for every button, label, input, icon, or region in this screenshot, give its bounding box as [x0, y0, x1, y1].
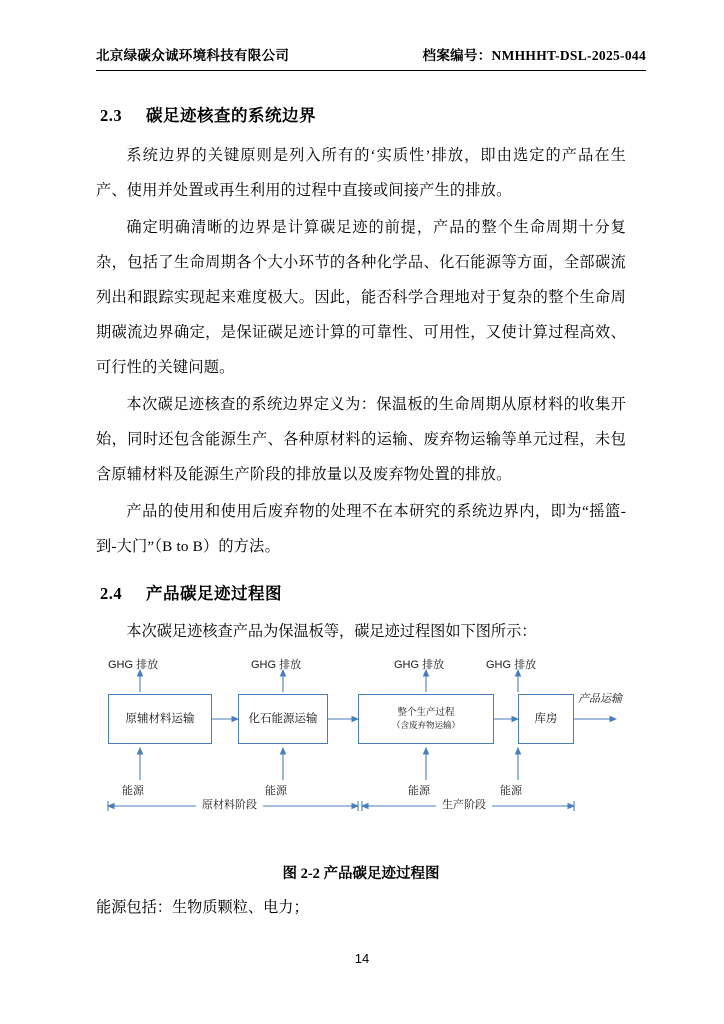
header-divider [96, 70, 646, 71]
page-header [96, 44, 646, 64]
process-box-raw-material-transport: 原辅材料运输 [108, 694, 212, 744]
header-archive-number: NMHHHT-DSL-2025-044 [491, 48, 646, 63]
energy-label: 能源 [122, 785, 144, 797]
output-label-product-transport: 产品运输 [578, 693, 622, 705]
page-content [96, 86, 626, 923]
header-archive-label: 档案编号： [422, 48, 492, 63]
ghg-label: GHG 排放 [394, 659, 445, 671]
paragraph: 本次碳足迹核查的系统边界定义为：保温板的生命周期从原材料的收集开始，同时还包含能源生产、各种原材料的运输、废弃物运输等单元过程，未包含原辅材料及能源生产阶段的排放量以及废弃物处置的排放。 [96, 396, 626, 483]
ghg-label: GHG 排放 [486, 659, 537, 671]
section-heading-2-4 [100, 580, 626, 604]
note-energy-includes: 能源包括：生物质颗粒、电力； [96, 899, 309, 916]
process-box-production-subtitle: （含废弃物运输） [391, 720, 460, 730]
process-box-fossil-energy-transport: 化石能源运输 [238, 694, 328, 744]
process-box-production-title: 整个生产过程 [397, 707, 455, 718]
figure-caption: 图 2-2 产品碳足迹过程图 [282, 866, 440, 882]
paragraph: 确定明确清晰的边界是计算碳足迹的前提，产品的整个生命周期十分复杂，包括了生命周期各个大小环节的各种化学品、化石能源等方面，全部碳流列出和跟踪实现起来难度极大。因此，能否科学合理地对于复杂的整个生命周期碳流边界确定，是保证碳足迹计算的可靠性、可用性，又使计算过程高效、可行性的关键问题。 [96, 219, 626, 376]
paragraph-lead: 本次碳足迹核查产品为保温板等，碳足迹过程图如下图所示： [126, 623, 537, 640]
ghg-label: GHG 排放 [251, 659, 302, 671]
ghg-label: GHG 排放 [108, 659, 159, 671]
process-box-warehouse: 库房 [518, 694, 574, 744]
paragraph: 产品的使用和使用后废弃物的处理不在本研究的系统边界内，即为“摇篮-到-大门”（B to B）的方法。 [96, 503, 626, 555]
header-company: 北京绿碳众诚环境科技有限公司 [96, 48, 290, 63]
header-archive [423, 44, 646, 64]
paragraph: 系统边界的关键原则是列入所有的‘实质性’排放，即由选定的产品在生产、使用并处置或再生利用的过程中直接或间接产生的排放。 [96, 147, 626, 199]
energy-label: 能源 [408, 785, 430, 797]
section-heading-2-3 [100, 102, 626, 126]
stage-label-raw-material: 原材料阶段 [196, 796, 263, 812]
process-box-production [358, 694, 494, 744]
section-number-2-4: 2.4 [100, 584, 123, 603]
section-number-2-3: 2.3 [100, 106, 123, 125]
energy-label: 能源 [265, 785, 287, 797]
diagram-connectors [96, 656, 626, 856]
process-flow-diagram [96, 656, 626, 856]
stage-label-production: 生产阶段 [436, 796, 492, 812]
section-title-2-4: 产品碳足迹过程图 [146, 584, 282, 603]
page-number: 14 [354, 951, 370, 966]
section-title-2-3: 碳足迹核查的系统边界 [146, 106, 316, 125]
energy-label: 能源 [500, 785, 522, 797]
